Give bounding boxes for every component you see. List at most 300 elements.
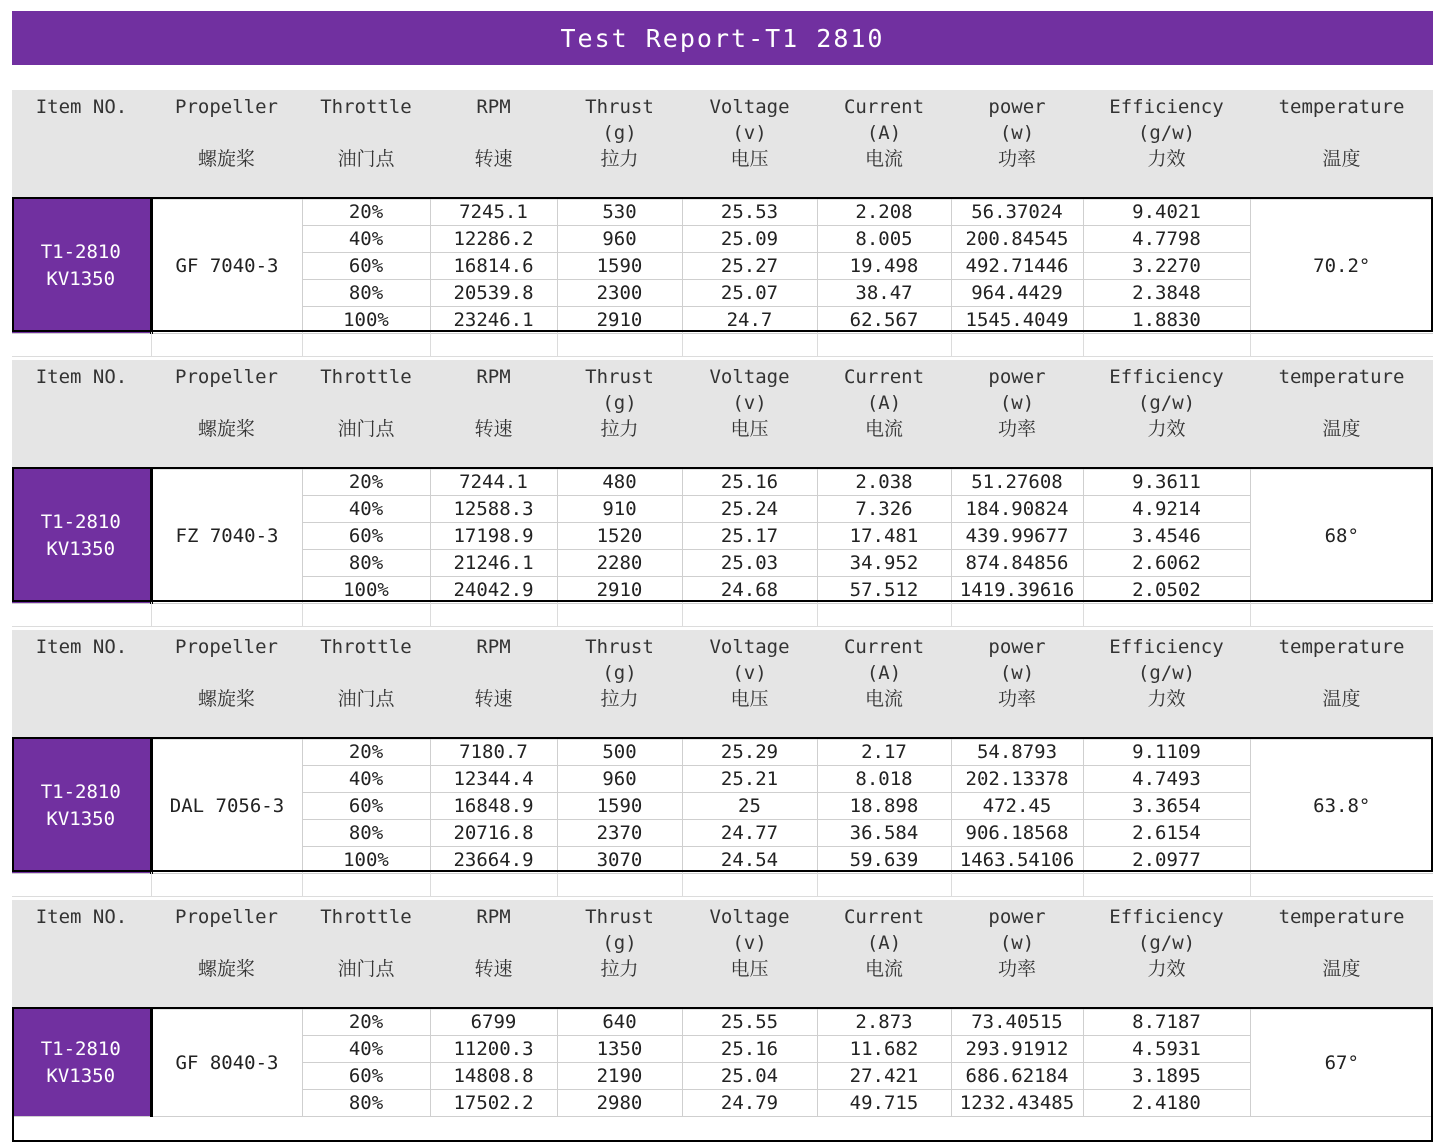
cell-efficiency: 3.4546 — [1083, 523, 1250, 550]
header-throttle — [302, 360, 430, 470]
cell-power: 686.62184 — [951, 1063, 1083, 1090]
cell-thrust: 2910 — [557, 307, 682, 334]
cell-current: 18.898 — [817, 793, 951, 820]
cell-efficiency: 4.5931 — [1083, 1036, 1250, 1063]
cell-rpm: 20716.8 — [430, 820, 557, 847]
header-efficiency — [1083, 900, 1250, 1010]
spacer-gridline — [817, 872, 818, 896]
propeller-cell: GF 7040-3 — [151, 199, 302, 334]
header-current — [817, 360, 951, 470]
cell-throttle: 20% — [302, 1009, 430, 1036]
cell-throttle: 40% — [302, 496, 430, 523]
cell-rpm: 12588.3 — [430, 496, 557, 523]
cell-power: 964.4429 — [951, 280, 1083, 307]
cell-power: 1419.39616 — [951, 577, 1083, 604]
cell-throttle: 20% — [302, 469, 430, 496]
cell-rpm: 7244.1 — [430, 469, 557, 496]
table-row — [12, 1009, 1433, 1036]
spacer-gridline — [1083, 602, 1084, 626]
motor-kv: KV1350 — [46, 1064, 116, 1087]
header-temperature — [1250, 630, 1433, 740]
header-rpm-label-zh: 转速 — [474, 148, 513, 170]
motor-kv: KV1350 — [46, 538, 116, 560]
header-temperature-label-zh: 温度 — [1322, 418, 1361, 440]
cell-efficiency: 3.2270 — [1083, 253, 1250, 280]
cell-thrust: 480 — [557, 469, 682, 496]
spacer-gridline — [951, 602, 952, 626]
header-throttle — [302, 900, 430, 1010]
cell-thrust: 3070 — [557, 847, 682, 874]
header-throttle-label: Throttle — [320, 366, 412, 388]
header-efficiency — [1083, 360, 1250, 470]
cell-efficiency: 2.4180 — [1083, 1090, 1250, 1117]
header-temperature — [1250, 900, 1433, 1010]
cell-current: 2.873 — [817, 1009, 951, 1036]
header-thrust — [557, 900, 682, 1010]
header-throttle — [302, 630, 430, 740]
header-efficiency-label-zh: 力效 — [1147, 148, 1186, 170]
cell-thrust: 500 — [557, 739, 682, 766]
cell-efficiency: 4.9214 — [1083, 496, 1250, 523]
cell-power: 906.18568 — [951, 820, 1083, 847]
cell-throttle: 100% — [302, 847, 430, 874]
header-voltage-label-zh: 电压 — [730, 688, 769, 710]
header-throttle — [302, 90, 430, 200]
cell-voltage: 24.54 — [682, 847, 817, 874]
header-propeller-label-zh: 螺旋桨 — [197, 148, 255, 170]
cell-efficiency: 8.7187 — [1083, 1009, 1250, 1036]
header-efficiency-label-zh: 力效 — [1147, 418, 1186, 440]
header-power — [951, 360, 1083, 470]
spacer-gridline — [430, 602, 431, 626]
cell-voltage: 24.7 — [682, 307, 817, 334]
header-table — [12, 90, 1433, 200]
cell-throttle: 80% — [302, 280, 430, 307]
cell-throttle: 80% — [302, 1090, 430, 1117]
header-voltage-label: Voltage (v) — [709, 96, 790, 144]
header-voltage — [682, 360, 817, 470]
cell-rpm: 20539.8 — [430, 280, 557, 307]
cell-efficiency: 4.7798 — [1083, 226, 1250, 253]
data-table — [12, 469, 1433, 604]
cell-thrust: 1520 — [557, 523, 682, 550]
header-item-label: Item NO. — [35, 906, 128, 928]
header-temperature-label-zh: 温度 — [1322, 148, 1361, 170]
header-temperature-label-zh: 温度 — [1322, 958, 1361, 980]
header-efficiency-label: Efficiency (g/w) — [1109, 906, 1224, 954]
cell-thrust: 960 — [557, 766, 682, 793]
header-rpm-label: RPM — [476, 636, 511, 658]
header-voltage-label: Voltage (v) — [709, 366, 790, 414]
cell-current: 2.17 — [817, 739, 951, 766]
header-item — [12, 630, 151, 740]
header-temperature — [1250, 360, 1433, 470]
cell-power: 202.13378 — [951, 766, 1083, 793]
spacer-gridline — [682, 332, 683, 356]
header-rpm — [430, 90, 557, 200]
header-power-label-zh: 功率 — [997, 958, 1036, 980]
header-item-label: Item NO. — [35, 366, 128, 388]
cell-current: 11.682 — [817, 1036, 951, 1063]
header-current-label: Current (A) — [843, 96, 925, 144]
header-voltage-label-zh: 电压 — [730, 958, 769, 980]
header-temperature-label: temperature — [1278, 636, 1405, 658]
cell-voltage: 24.77 — [682, 820, 817, 847]
header-rpm — [430, 360, 557, 470]
cell-efficiency: 9.3611 — [1083, 469, 1250, 496]
spacer-gridline — [430, 332, 431, 356]
header-item — [12, 90, 151, 200]
header-power-label: power (w) — [988, 906, 1046, 954]
header-throttle-label: Throttle — [320, 96, 412, 118]
cell-throttle: 60% — [302, 1063, 430, 1090]
header-power-label-zh: 功率 — [997, 418, 1036, 440]
cell-rpm: 14808.8 — [430, 1063, 557, 1090]
spacer-gridline — [1250, 332, 1251, 356]
propeller-cell: FZ 7040-3 — [151, 469, 302, 604]
cell-voltage: 25.03 — [682, 550, 817, 577]
motor-kv: KV1350 — [46, 268, 116, 290]
cell-current: 38.47 — [817, 280, 951, 307]
header-throttle-label-zh: 油门点 — [337, 418, 395, 440]
cell-current: 19.498 — [817, 253, 951, 280]
header-propeller-label: Propeller — [175, 636, 278, 658]
cell-current: 62.567 — [817, 307, 951, 334]
cell-throttle: 100% — [302, 307, 430, 334]
spacer-gridline — [151, 872, 152, 896]
temperature-cell: 70.2° — [1250, 199, 1433, 334]
header-voltage-label-zh: 电压 — [730, 148, 769, 170]
cell-efficiency: 4.7493 — [1083, 766, 1250, 793]
spacer-gridline — [302, 602, 303, 626]
cell-power: 492.71446 — [951, 253, 1083, 280]
header-rpm-label: RPM — [476, 906, 511, 928]
header-propeller-label: Propeller — [175, 906, 278, 928]
cell-power: 472.45 — [951, 793, 1083, 820]
report-title: Test Report-T1 2810 — [12, 11, 1433, 65]
header-power-label-zh: 功率 — [997, 148, 1036, 170]
spacer-gridline — [557, 332, 558, 356]
cell-current: 27.421 — [817, 1063, 951, 1090]
header-row — [12, 900, 1433, 1010]
cell-power: 1545.4049 — [951, 307, 1083, 334]
cell-throttle: 80% — [302, 550, 430, 577]
spacer-gridline — [151, 602, 152, 626]
header-power — [951, 90, 1083, 200]
cell-rpm: 16814.6 — [430, 253, 557, 280]
spacer-gridline — [1250, 872, 1251, 896]
header-current-label-zh: 电流 — [864, 418, 903, 440]
header-item-label: Item NO. — [35, 636, 128, 658]
cell-throttle: 40% — [302, 766, 430, 793]
motor-item-cell — [12, 739, 151, 874]
header-thrust-label-zh: 拉力 — [600, 688, 639, 710]
header-current — [817, 900, 951, 1010]
header-throttle-label-zh: 油门点 — [337, 958, 395, 980]
header-throttle-label-zh: 油门点 — [337, 148, 395, 170]
motor-item-cell — [12, 199, 151, 334]
cell-power: 293.91912 — [951, 1036, 1083, 1063]
header-rpm-label: RPM — [476, 96, 511, 118]
header-current-label-zh: 电流 — [864, 688, 903, 710]
motor-kv: KV1350 — [46, 808, 116, 830]
header-efficiency — [1083, 90, 1250, 200]
header-item — [12, 900, 151, 1010]
cell-power: 54.8793 — [951, 739, 1083, 766]
spacer-gridline — [682, 872, 683, 896]
header-thrust — [557, 90, 682, 200]
temperature-cell: 68° — [1250, 469, 1433, 604]
cell-thrust: 960 — [557, 226, 682, 253]
cell-power: 874.84856 — [951, 550, 1083, 577]
header-voltage-label: Voltage (v) — [709, 906, 790, 954]
motor-model: T1-2810 — [40, 241, 121, 263]
motor-item-cell — [12, 1009, 151, 1117]
cell-throttle: 60% — [302, 253, 430, 280]
header-propeller-label-zh: 螺旋桨 — [197, 418, 255, 440]
data-table — [12, 199, 1433, 334]
cell-rpm: 23664.9 — [430, 847, 557, 874]
header-thrust-label: Thrust (g) — [585, 366, 654, 414]
cell-thrust: 2300 — [557, 280, 682, 307]
cell-thrust: 2280 — [557, 550, 682, 577]
header-current-label: Current (A) — [843, 906, 925, 954]
spacer-gridline — [557, 872, 558, 896]
header-temperature-label: temperature — [1278, 906, 1405, 928]
spacer-gridline — [302, 872, 303, 896]
header-efficiency — [1083, 630, 1250, 740]
cell-throttle: 100% — [302, 577, 430, 604]
cell-thrust: 2370 — [557, 820, 682, 847]
cell-power: 1463.54106 — [951, 847, 1083, 874]
header-voltage — [682, 900, 817, 1010]
cell-rpm: 17198.9 — [430, 523, 557, 550]
header-throttle-label-zh: 油门点 — [337, 688, 395, 710]
propeller-cell: GF 8040-3 — [151, 1009, 302, 1117]
cell-current: 49.715 — [817, 1090, 951, 1117]
header-power-label-zh: 功率 — [997, 688, 1036, 710]
cell-voltage: 25.17 — [682, 523, 817, 550]
spacer-row — [12, 332, 1433, 357]
table-row — [12, 469, 1433, 496]
cell-efficiency: 2.6154 — [1083, 820, 1250, 847]
spacer-gridline — [682, 602, 683, 626]
cell-rpm: 24042.9 — [430, 577, 557, 604]
cell-throttle: 80% — [302, 820, 430, 847]
cell-rpm: 12286.2 — [430, 226, 557, 253]
header-table — [12, 630, 1433, 740]
header-propeller — [151, 630, 302, 740]
cell-voltage: 24.79 — [682, 1090, 817, 1117]
header-efficiency-label: Efficiency (g/w) — [1109, 366, 1224, 414]
header-propeller — [151, 900, 302, 1010]
cell-current: 59.639 — [817, 847, 951, 874]
cell-rpm: 7180.7 — [430, 739, 557, 766]
cell-current: 8.018 — [817, 766, 951, 793]
cell-power: 439.99677 — [951, 523, 1083, 550]
cell-voltage: 25.24 — [682, 496, 817, 523]
header-propeller — [151, 90, 302, 200]
header-rpm-label: RPM — [476, 366, 511, 388]
spacer-gridline — [151, 332, 152, 356]
header-current-label: Current (A) — [843, 636, 925, 684]
cell-voltage: 25.53 — [682, 199, 817, 226]
cell-throttle: 60% — [302, 793, 430, 820]
cell-rpm: 21246.1 — [430, 550, 557, 577]
header-table — [12, 900, 1433, 1010]
header-voltage — [682, 90, 817, 200]
cell-current: 34.952 — [817, 550, 951, 577]
header-thrust-label: Thrust (g) — [585, 906, 654, 954]
spacer-gridline — [1083, 332, 1084, 356]
cell-voltage: 25.55 — [682, 1009, 817, 1036]
cell-voltage: 25.16 — [682, 1036, 817, 1063]
header-propeller-label: Propeller — [175, 96, 278, 118]
cell-throttle: 20% — [302, 739, 430, 766]
cell-rpm: 11200.3 — [430, 1036, 557, 1063]
motor-model: T1-2810 — [40, 1037, 121, 1060]
cell-voltage: 25.27 — [682, 253, 817, 280]
cell-rpm: 17502.2 — [430, 1090, 557, 1117]
header-current-label: Current (A) — [843, 366, 925, 414]
cell-rpm: 16848.9 — [430, 793, 557, 820]
header-thrust-label-zh: 拉力 — [600, 148, 639, 170]
cell-current: 57.512 — [817, 577, 951, 604]
cell-rpm: 12344.4 — [430, 766, 557, 793]
cell-efficiency: 2.6062 — [1083, 550, 1250, 577]
cell-current: 17.481 — [817, 523, 951, 550]
header-current — [817, 630, 951, 740]
header-row — [12, 630, 1433, 740]
header-voltage-label: Voltage (v) — [709, 636, 790, 684]
cell-voltage: 25.29 — [682, 739, 817, 766]
motor-item-cell — [12, 469, 151, 604]
header-item-label: Item NO. — [35, 96, 128, 118]
header-voltage — [682, 630, 817, 740]
cell-thrust: 1590 — [557, 793, 682, 820]
cell-current: 8.005 — [817, 226, 951, 253]
cell-thrust: 2190 — [557, 1063, 682, 1090]
header-power-label: power (w) — [988, 96, 1046, 144]
header-thrust-label-zh: 拉力 — [600, 958, 639, 980]
header-efficiency-label: Efficiency (g/w) — [1109, 96, 1224, 144]
propeller-cell: DAL 7056-3 — [151, 739, 302, 874]
spacer-gridline — [1083, 872, 1084, 896]
header-power — [951, 630, 1083, 740]
cell-voltage: 25.09 — [682, 226, 817, 253]
cell-thrust: 640 — [557, 1009, 682, 1036]
cell-power: 200.84545 — [951, 226, 1083, 253]
header-table — [12, 360, 1433, 470]
header-rpm-label-zh: 转速 — [474, 688, 513, 710]
cell-thrust: 530 — [557, 199, 682, 226]
spacer-gridline — [302, 332, 303, 356]
header-current — [817, 90, 951, 200]
cell-current: 36.584 — [817, 820, 951, 847]
header-throttle-label: Throttle — [320, 636, 412, 658]
header-thrust-label: Thrust (g) — [585, 96, 654, 144]
cell-rpm: 23246.1 — [430, 307, 557, 334]
cell-power: 56.37024 — [951, 199, 1083, 226]
cell-efficiency: 1.8830 — [1083, 307, 1250, 334]
spacer-gridline — [817, 602, 818, 626]
cell-rpm: 7245.1 — [430, 199, 557, 226]
spacer-gridline — [430, 872, 431, 896]
cell-power: 51.27608 — [951, 469, 1083, 496]
spacer-row — [12, 872, 1433, 897]
data-table — [12, 739, 1433, 874]
header-thrust — [557, 630, 682, 740]
header-temperature-label: temperature — [1278, 96, 1405, 118]
table-row — [12, 199, 1433, 226]
cell-power: 73.40515 — [951, 1009, 1083, 1036]
cell-efficiency: 2.0502 — [1083, 577, 1250, 604]
header-temperature-label: temperature — [1278, 366, 1405, 388]
data-table — [12, 1009, 1433, 1117]
header-rpm-label-zh: 转速 — [474, 958, 513, 980]
temperature-cell: 63.8° — [1250, 739, 1433, 874]
header-row — [12, 90, 1433, 200]
cell-voltage: 25.04 — [682, 1063, 817, 1090]
motor-model: T1-2810 — [40, 511, 121, 533]
header-temperature — [1250, 90, 1433, 200]
spacer-gridline — [1250, 602, 1251, 626]
header-propeller-label-zh: 螺旋桨 — [197, 688, 255, 710]
cell-current: 7.326 — [817, 496, 951, 523]
cell-voltage: 25 — [682, 793, 817, 820]
cell-power: 1232.43485 — [951, 1090, 1083, 1117]
cell-efficiency: 3.3654 — [1083, 793, 1250, 820]
temperature-cell: 67° — [1250, 1009, 1433, 1117]
cell-current: 2.208 — [817, 199, 951, 226]
cell-efficiency: 9.1109 — [1083, 739, 1250, 766]
spacer-gridline — [951, 332, 952, 356]
cell-thrust: 2980 — [557, 1090, 682, 1117]
cell-thrust: 1590 — [557, 253, 682, 280]
header-power-label: power (w) — [988, 636, 1046, 684]
cell-voltage: 25.21 — [682, 766, 817, 793]
header-row — [12, 360, 1433, 470]
header-rpm — [430, 630, 557, 740]
cell-thrust: 1350 — [557, 1036, 682, 1063]
cell-voltage: 25.16 — [682, 469, 817, 496]
spacer-gridline — [951, 872, 952, 896]
header-thrust-label: Thrust (g) — [585, 636, 654, 684]
cell-voltage: 24.68 — [682, 577, 817, 604]
spacer-gridline — [557, 602, 558, 626]
motor-model: T1-2810 — [40, 781, 121, 803]
spacer-gridline — [817, 332, 818, 356]
cell-throttle: 40% — [302, 1036, 430, 1063]
cell-rpm: 6799 — [430, 1009, 557, 1036]
header-propeller-label-zh: 螺旋桨 — [197, 958, 255, 980]
header-efficiency-label-zh: 力效 — [1147, 688, 1186, 710]
cell-thrust: 2910 — [557, 577, 682, 604]
cell-efficiency: 3.1895 — [1083, 1063, 1250, 1090]
cell-efficiency: 2.3848 — [1083, 280, 1250, 307]
cell-efficiency: 9.4021 — [1083, 199, 1250, 226]
cell-efficiency: 2.0977 — [1083, 847, 1250, 874]
cell-thrust: 910 — [557, 496, 682, 523]
header-thrust — [557, 360, 682, 470]
cell-voltage: 25.07 — [682, 280, 817, 307]
cell-power: 184.90824 — [951, 496, 1083, 523]
header-power — [951, 900, 1083, 1010]
header-temperature-label-zh: 温度 — [1322, 688, 1361, 710]
header-propeller-label: Propeller — [175, 366, 278, 388]
table-row — [12, 739, 1433, 766]
header-power-label: power (w) — [988, 366, 1046, 414]
